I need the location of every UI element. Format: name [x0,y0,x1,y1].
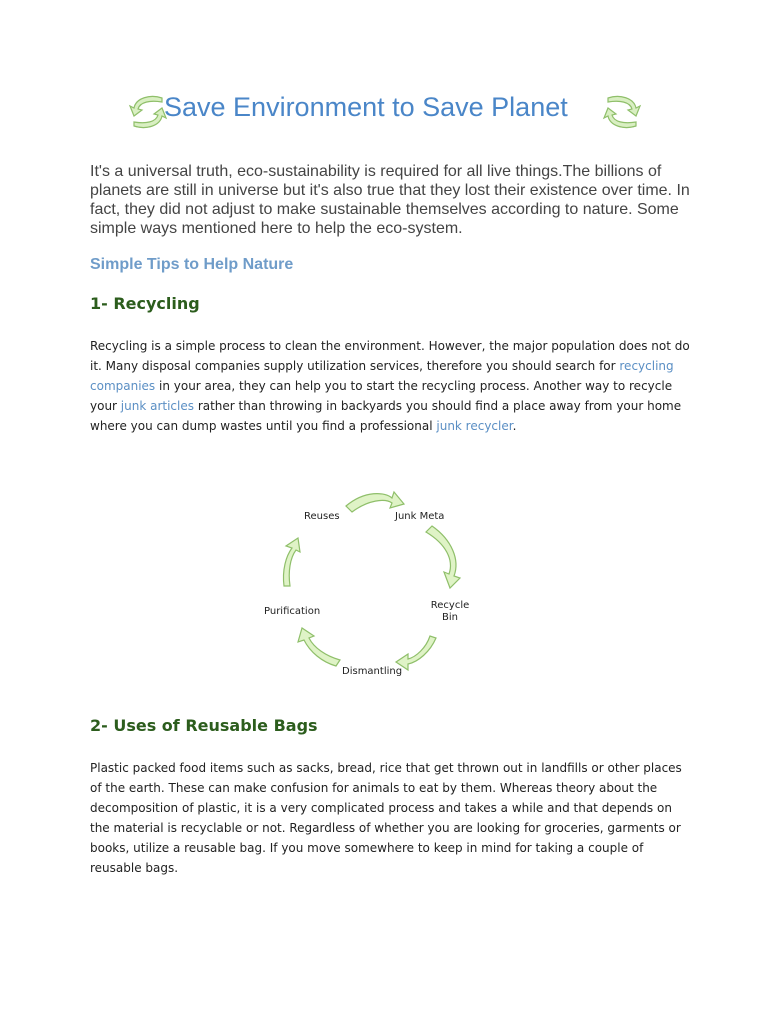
recycling-heading: 1- Recycling [90,294,200,313]
recycling-paragraph [90,336,690,436]
cycle-label-reuses: Reuses [304,511,340,522]
intro-text: It's a universal truth, eco-sustainability is required for all live things.The billions of planets are still in universe but it's also true that they lost their existence over time. In fact, they did not adjust to make sustainable themselves according to nature. Some simple ways mentioned here to help the eco-system. [90,163,690,237]
recycling-text-2: in your area, they can help you to start the recycling process. Another way to recycle your [90,379,673,413]
junk-articles-link[interactable]: junk articles [120,399,194,413]
intro-paragraph [90,162,690,238]
page-title: Save Environment to Save Planet [164,92,568,122]
recycling-companies-link[interactable]: recycling companies [90,359,674,393]
cycle-label-recycle-bin: Recycle Bin [430,600,470,623]
reusable-bags-text: Plastic packed food items such as sacks, bread, rice that get thrown out in landfills or other places of the earth. These can make confusion for animals to eat by them. Whereas theory about the decomposition of plastic, it is a very complicated process and takes a while and that depends on the material is recyclable or not. Regardless of whether you are looking for groceries, garments or books, utilize a reusable bag. If you move somewhere to keep in mind for taking a couple of reusable bags. [90,761,682,875]
recycling-text-1: Recycling is a simple process to clean the environment. However, the major population does not do it. Many disposal companies supply utilization services, therefore you should search for [90,339,690,373]
cycle-arrow-bottom-right [396,636,436,670]
reusable-bags-paragraph [90,758,690,878]
recycling-text-4: . [512,419,517,433]
cycle-arrow-right [426,526,460,588]
tips-heading: Simple Tips to Help Nature [90,256,294,273]
title-row [0,84,768,140]
recycle-swirl-icon [128,90,168,134]
cycle-label-purification: Purification [264,606,321,617]
recycling-text-3: rather than throwing in backyards you should find a place away from your home where you can dump wastes until you find a professional [90,399,682,433]
recycle-swirl-icon [602,90,642,134]
cycle-arrows [240,480,500,690]
cycle-arrow-bottom-left [298,628,340,666]
reusable-bags-heading: 2- Uses of Reusable Bags [90,716,318,735]
recycling-cycle-diagram [240,480,500,690]
junk-recycler-link[interactable]: junk recycler [436,419,513,433]
cycle-arrow-top [346,492,404,512]
cycle-arrow-left [283,538,300,586]
cycle-label-junk-meta: Junk Meta [395,511,445,522]
cycle-label-dismantling: Dismantling [342,666,403,677]
